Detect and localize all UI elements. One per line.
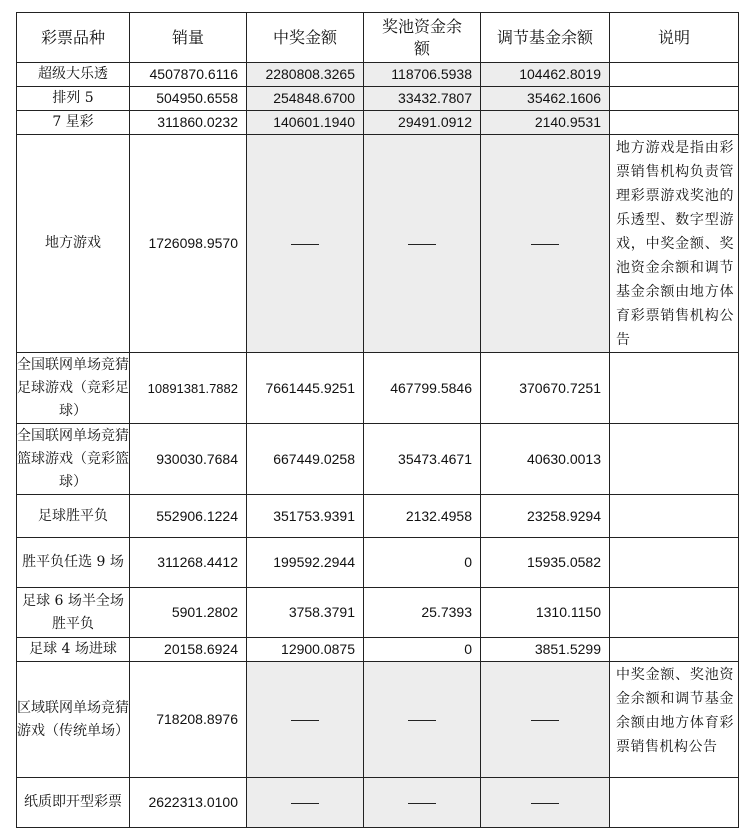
table-row (17, 495, 739, 538)
row-prize: 667449.0258 (247, 424, 364, 495)
table-row (17, 353, 739, 424)
row-pool: 35473.4671 (364, 424, 481, 495)
row-adjust: 23258.9294 (481, 495, 610, 538)
header-sales: 销量 (130, 13, 247, 63)
row-pool: —— (364, 778, 481, 828)
row-sales: 5901.2802 (130, 588, 247, 638)
row-prize: —— (247, 662, 364, 778)
row-sales: 2622313.0100 (130, 778, 247, 828)
row-note: 中奖金额、奖池资金余额和调节基金余额由地方体育彩票销售机构公告 (610, 662, 739, 778)
row-pool: 0 (364, 638, 481, 662)
row-prize: 2280808.3265 (247, 63, 364, 87)
row-prize: 351753.9391 (247, 495, 364, 538)
row-sales: 20158.6924 (130, 638, 247, 662)
row-note (610, 588, 739, 638)
row-prize: —— (247, 135, 364, 353)
header-prize: 中奖金额 (247, 13, 364, 63)
row-sales: 10891381.7882 (130, 353, 247, 424)
row-sales: 4507870.6116 (130, 63, 247, 87)
row-note (610, 424, 739, 495)
row-prize: 140601.1940 (247, 111, 364, 135)
table-row (17, 111, 739, 135)
header-pool (364, 13, 481, 63)
row-note (610, 353, 739, 424)
header-type: 彩票品种 (17, 13, 130, 63)
row-pool: 2132.4958 (364, 495, 481, 538)
header-pool-text: 奖池资金余额 (381, 16, 462, 58)
row-adjust: 15935.0582 (481, 538, 610, 588)
lottery-sales-table-page (16, 12, 739, 828)
row-adjust: 1310.1150 (481, 588, 610, 638)
row-pool: 467799.5846 (364, 353, 481, 424)
row-note (610, 111, 739, 135)
row-adjust: —— (481, 662, 610, 778)
row-note (610, 87, 739, 111)
row-prize: 7661445.9251 (247, 353, 364, 424)
header-note: 说明 (610, 13, 739, 63)
row-note (610, 638, 739, 662)
row-adjust: 370670.7251 (481, 353, 610, 424)
table-row (17, 424, 739, 495)
table-row (17, 638, 739, 662)
row-name: 足球 4 场进球 (17, 638, 130, 662)
row-note (610, 63, 739, 87)
table-row (17, 538, 739, 588)
header-adjust: 调节基金余额 (481, 13, 610, 63)
row-sales: 930030.7684 (130, 424, 247, 495)
row-pool: 25.7393 (364, 588, 481, 638)
row-note (610, 538, 739, 588)
row-name: 胜平负任选 9 场 (17, 538, 130, 588)
row-adjust: —— (481, 135, 610, 353)
row-name: 7 星彩 (17, 111, 130, 135)
row-sales: 718208.8976 (130, 662, 247, 778)
row-name: 排列 5 (17, 87, 130, 111)
row-note (610, 778, 739, 828)
row-sales: 552906.1224 (130, 495, 247, 538)
row-pool: 0 (364, 538, 481, 588)
row-sales: 311268.4412 (130, 538, 247, 588)
row-name: 全国联网单场竞猜篮球游戏（竞彩篮球） (17, 424, 130, 495)
row-adjust: 2140.9531 (481, 111, 610, 135)
row-prize: 199592.2944 (247, 538, 364, 588)
row-note (610, 495, 739, 538)
row-adjust: 3851.5299 (481, 638, 610, 662)
row-name: 足球胜平负 (17, 495, 130, 538)
table-row (17, 778, 739, 828)
row-pool: —— (364, 662, 481, 778)
row-name: 区域联网单场竞猜游戏（传统单场） (17, 662, 130, 778)
row-sales: 1726098.9570 (130, 135, 247, 353)
row-sales: 311860.0232 (130, 111, 247, 135)
row-pool: 118706.5938 (364, 63, 481, 87)
row-pool: 29491.0912 (364, 111, 481, 135)
row-sales: 504950.6558 (130, 87, 247, 111)
row-note: 地方游戏是指由彩票销售机构负责管理彩票游戏奖池的乐透型、数字型游戏，中奖金额、奖池资金余额和调节基金余额由地方体育彩票销售机构公告 (610, 135, 739, 353)
table-row (17, 588, 739, 638)
lottery-sales-table (16, 12, 739, 828)
row-pool: —— (364, 135, 481, 353)
row-prize: 254848.6700 (247, 87, 364, 111)
table-row (17, 87, 739, 111)
row-adjust: 104462.8019 (481, 63, 610, 87)
row-adjust: —— (481, 778, 610, 828)
table-row (17, 63, 739, 87)
row-prize: 12900.0875 (247, 638, 364, 662)
table-row (17, 135, 739, 353)
table-row (17, 662, 739, 778)
row-pool: 33432.7807 (364, 87, 481, 111)
row-name: 纸质即开型彩票 (17, 778, 130, 828)
row-name: 超级大乐透 (17, 63, 130, 87)
row-adjust: 35462.1606 (481, 87, 610, 111)
row-name: 足球 6 场半全场胜平负 (17, 588, 130, 638)
row-name: 全国联网单场竞猜足球游戏（竞彩足球） (17, 353, 130, 424)
header-row (17, 13, 739, 63)
row-adjust: 40630.0013 (481, 424, 610, 495)
row-name: 地方游戏 (17, 135, 130, 353)
row-prize: 3758.3791 (247, 588, 364, 638)
row-prize: —— (247, 778, 364, 828)
